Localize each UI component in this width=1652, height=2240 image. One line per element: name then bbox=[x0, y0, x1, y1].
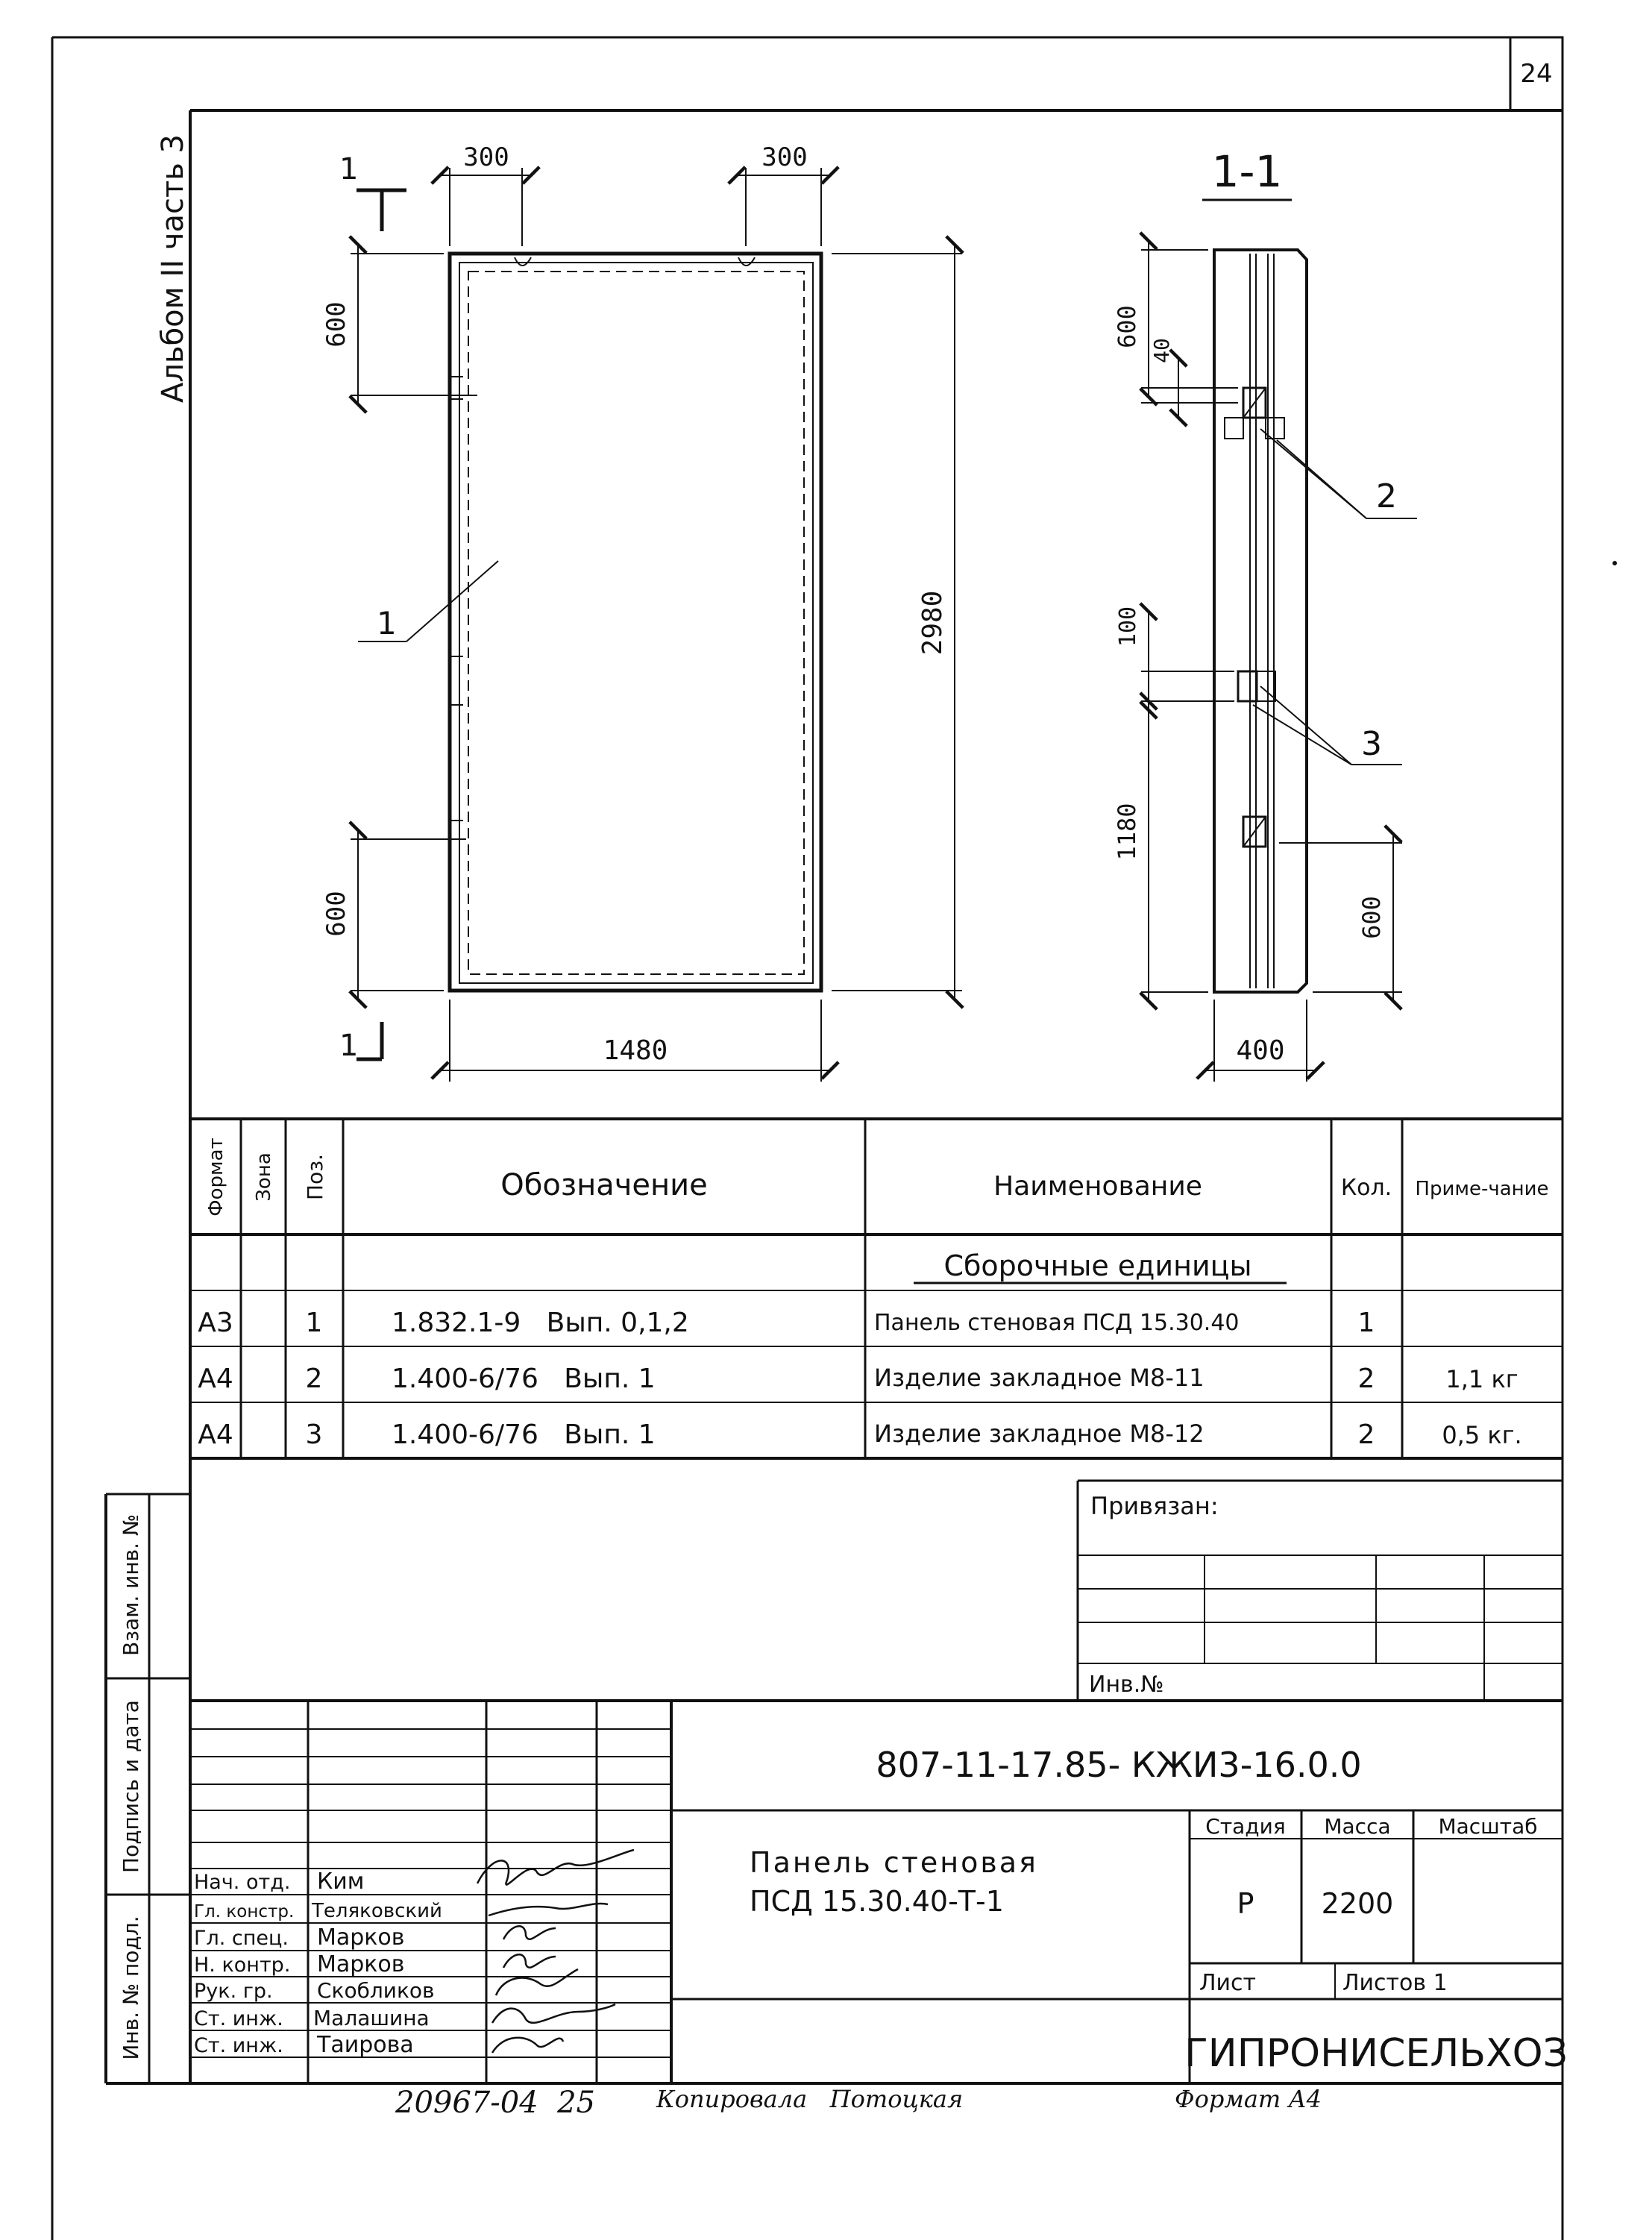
svg-text:Ст. инж.: Ст. инж. bbox=[194, 2007, 283, 2030]
svg-text:Марков: Марков bbox=[317, 1951, 405, 1977]
callout-2 bbox=[1260, 429, 1417, 518]
sheets-label: Листов 1 bbox=[1342, 1970, 1448, 1996]
header-qty: Кол. bbox=[1340, 1175, 1392, 1201]
sec-dim-600-bottom: 600 bbox=[1357, 896, 1386, 939]
svg-text:Панель стеновая ПСД 15.30.40: Панель стеновая ПСД 15.30.40 bbox=[874, 1310, 1240, 1336]
binding-block bbox=[1078, 1481, 1563, 1701]
footer-format: Формат А4 bbox=[1175, 2085, 1322, 2113]
svg-text:Изделие закладное М8-11: Изделие закладное М8-11 bbox=[874, 1364, 1205, 1392]
svg-text:A4: A4 bbox=[198, 1364, 233, 1394]
svg-text:Гл. констр.: Гл. констр. bbox=[194, 1902, 295, 1921]
svg-text:Н. контр.: Н. контр. bbox=[194, 1954, 291, 1977]
svg-text:Теляковский: Теляковский bbox=[312, 1900, 442, 1922]
section-mark-bottom bbox=[339, 1022, 382, 1063]
header-name: Наименование bbox=[993, 1171, 1202, 1202]
organization: ГИПРОНИСЕЛЬХОЗ bbox=[1184, 2031, 1568, 2076]
stage-value: Р bbox=[1237, 1887, 1254, 1920]
header-zone: Зона bbox=[253, 1152, 275, 1202]
section-title: 1-1 bbox=[1211, 146, 1283, 197]
svg-text:Скобликов: Скобликов bbox=[317, 1978, 435, 2003]
sheet-number: 24 bbox=[1520, 59, 1553, 89]
sec-dim-40: 40 bbox=[1149, 338, 1174, 363]
callout-1-number: 1 bbox=[377, 605, 397, 641]
sheet-number-box bbox=[1510, 37, 1563, 110]
side-label-vzam: Взам. инв. № bbox=[119, 1513, 143, 1657]
svg-text:1.832.1-9 Вып. 0,1,2: 1.832.1-9 Вып. 0,1,2 bbox=[392, 1308, 689, 1338]
callout-3-number: 3 bbox=[1361, 725, 1382, 763]
panel-section-view bbox=[1214, 250, 1307, 992]
svg-text:Марков: Марков bbox=[317, 1924, 405, 1951]
footer-copied: Копировала Потоцкая bbox=[656, 2085, 964, 2113]
document-code: 807-11-17.85- КЖИ3-16.0.0 bbox=[876, 1745, 1362, 1785]
panel-front-view bbox=[450, 254, 821, 991]
svg-text:Малашина: Малашина bbox=[313, 2006, 430, 2030]
svg-text:2: 2 bbox=[1357, 1364, 1375, 1394]
title-line-2: ПСД 15.30.40-Т-1 bbox=[750, 1885, 1004, 1918]
svg-text:2: 2 bbox=[1357, 1419, 1375, 1450]
svg-text:0,5 кг.: 0,5 кг. bbox=[1442, 1421, 1522, 1449]
dim-left-bottom: 600 bbox=[321, 891, 351, 937]
stage-label: Стадия bbox=[1205, 1814, 1286, 1839]
svg-text:Ким: Ким bbox=[317, 1869, 365, 1895]
svg-text:Гл. спец.: Гл. спец. bbox=[194, 1927, 289, 1950]
title-line-1: Панель стеновая bbox=[750, 1846, 1038, 1879]
svg-text:Ст. инж.: Ст. инж. bbox=[194, 2034, 283, 2057]
dim-width: 1480 bbox=[603, 1035, 668, 1066]
footer-number: 20967-04 25 bbox=[395, 2086, 595, 2120]
header-designation: Обозначение bbox=[500, 1168, 708, 1202]
svg-text:A4: A4 bbox=[198, 1419, 233, 1450]
svg-text:1: 1 bbox=[339, 152, 359, 186]
callout-1 bbox=[358, 561, 498, 641]
sec-dim-100: 100 bbox=[1115, 606, 1141, 647]
svg-text:Рук. гр.: Рук. гр. bbox=[194, 1980, 273, 2003]
header-pos: Поз. bbox=[303, 1154, 327, 1200]
main-frame bbox=[106, 110, 1563, 2083]
spec-row bbox=[198, 1364, 1518, 1394]
front-dimensions bbox=[321, 142, 962, 1082]
spec-row bbox=[198, 1308, 1375, 1338]
privyazan-label: Привязан: bbox=[1090, 1492, 1219, 1520]
dim-height: 2980 bbox=[917, 590, 948, 656]
section-dimensions bbox=[1113, 241, 1402, 1082]
sec-dim-400: 400 bbox=[1236, 1035, 1285, 1066]
svg-text:1: 1 bbox=[305, 1308, 323, 1338]
dim-left-top: 600 bbox=[321, 301, 351, 348]
svg-text:3: 3 bbox=[305, 1419, 323, 1450]
svg-text:Нач. отд.: Нач. отд. bbox=[194, 1871, 291, 1894]
dim-top-left: 300 bbox=[463, 142, 509, 172]
header-note: Приме-чание bbox=[1415, 1178, 1549, 1200]
spec-row bbox=[198, 1419, 1521, 1450]
spec-table bbox=[190, 1119, 1563, 1458]
svg-text:1: 1 bbox=[1357, 1308, 1375, 1338]
sheet-label: Лист bbox=[1199, 1970, 1257, 1996]
section-mark-top bbox=[339, 152, 406, 231]
svg-text:1.400-6/76 Вып. 1: 1.400-6/76 Вып. 1 bbox=[392, 1364, 656, 1394]
callout-2-number: 2 bbox=[1376, 477, 1397, 515]
mass-label: Масса bbox=[1324, 1814, 1391, 1839]
album-label: Альбом II часть 3 bbox=[156, 134, 190, 404]
side-label-inv-podl: Инв. № подл. bbox=[119, 1916, 143, 2060]
svg-text:1.400-6/76 Вып. 1: 1.400-6/76 Вып. 1 bbox=[392, 1419, 656, 1450]
svg-text:2: 2 bbox=[305, 1364, 323, 1394]
scale-label: Масштаб bbox=[1438, 1814, 1538, 1839]
svg-text:1: 1 bbox=[339, 1029, 359, 1063]
svg-text:A3: A3 bbox=[198, 1308, 233, 1338]
side-label-podpis: Подпись и дата bbox=[119, 1700, 143, 1873]
svg-text:Таирова: Таирова bbox=[317, 2032, 414, 2058]
sec-dim-1180: 1180 bbox=[1113, 803, 1141, 861]
dim-top-right: 300 bbox=[761, 142, 808, 172]
inv-no-label: Инв.№ bbox=[1089, 1672, 1164, 1698]
signatory-list bbox=[194, 1869, 442, 2058]
header-format: Формат bbox=[205, 1138, 227, 1217]
title-block bbox=[190, 1701, 1568, 2083]
sec-dim-600-top: 600 bbox=[1113, 305, 1141, 348]
mass-value: 2200 bbox=[1321, 1887, 1394, 1920]
svg-text:1,1 кг: 1,1 кг bbox=[1445, 1365, 1518, 1393]
spec-section-title: Сборочные единицы bbox=[943, 1249, 1252, 1282]
svg-text:Изделие закладное М8-12: Изделие закладное М8-12 bbox=[874, 1419, 1205, 1448]
